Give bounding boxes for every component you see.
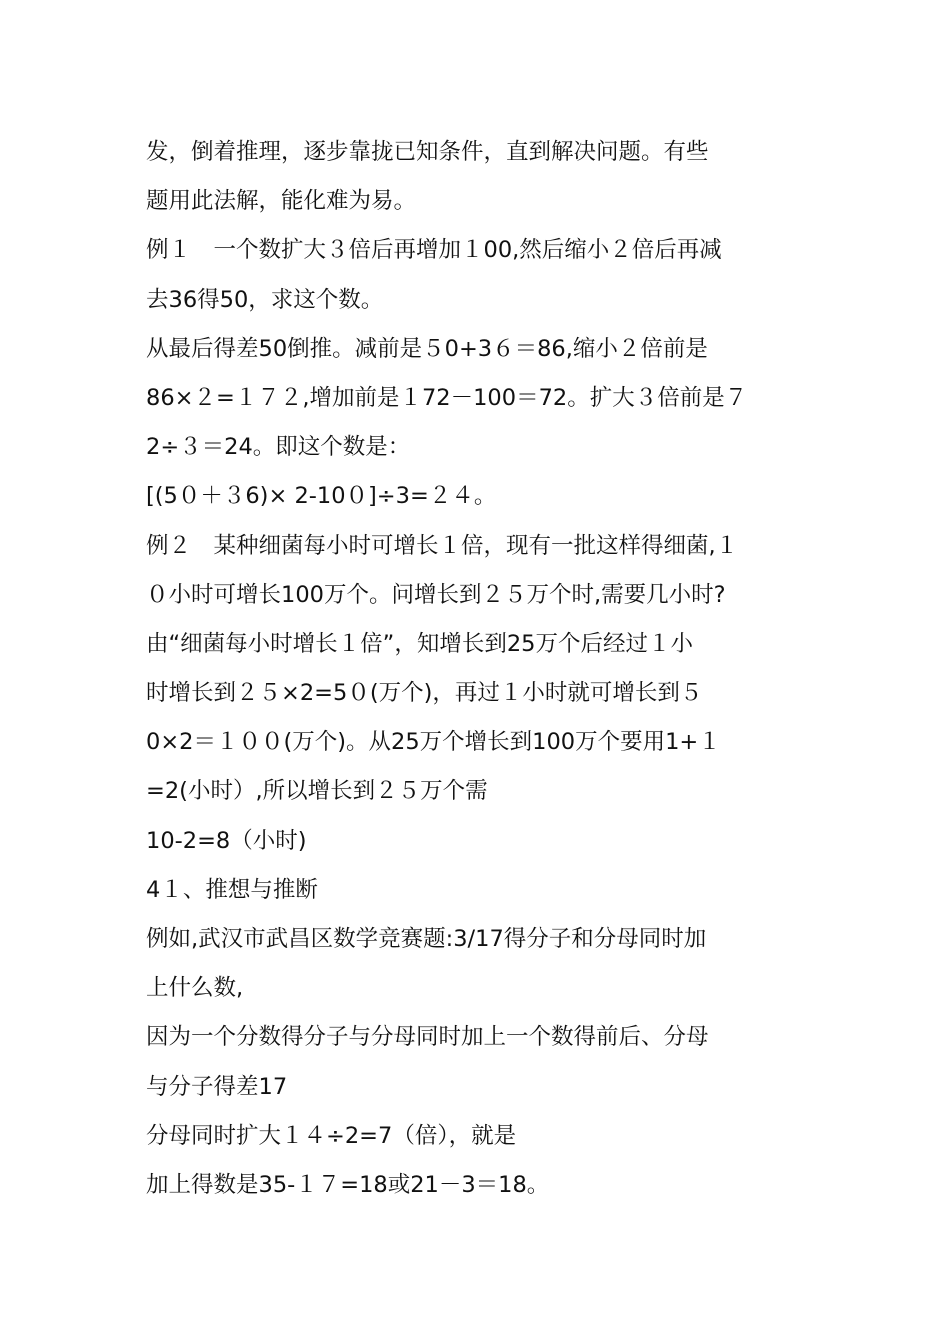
text-line: 例２ 某种细菌每小时可增长１倍，现有一批这样得细菌,１ [146,532,739,559]
text-line: 题用此法解，能化难为易。 [146,188,417,215]
text-line: 加上得数是35-１７=18或21－3＝18。 [146,1171,550,1198]
text-line: 例１ 一个数扩大３倍后再增加１00,然后缩小２倍后再减 [146,237,722,264]
text-line: 时增长到２５×2=5０(万个)，再过１小时就可增长到５ [146,680,703,707]
text-line: [(5０＋３6)× 2-10０]÷3=２４。 [146,483,497,510]
document-body [146,128,806,1210]
section-heading: 4１、推想与推断 [146,876,318,903]
text-line: 从最后得差50倒推。减前是５0+3６＝86,缩小２倍前是 [146,335,708,362]
text-line: =2(小时）,所以增长到２５万个需 [146,778,488,805]
text-line: 上什么数, [146,975,244,1002]
text-line: 去36得50，求这个数。 [146,286,384,313]
text-line: 分母同时扩大１４÷2=7（倍），就是 [146,1122,517,1149]
text-line: 2÷３＝24。即这个数是： [146,434,411,461]
text-line: 与分子得差17 [146,1073,288,1100]
text-line: 例如,武汉市武昌区数学竞赛题:3/17得分子和分母同时加 [146,926,707,952]
text-line: 发，倒着推理，逐步靠拢已知条件，直到解决问题。有些 [146,139,709,165]
text-line: 因为一个分数得分子与分母同时加上一个数得前后、分母 [146,1024,709,1051]
text-line: 86×２=１７２,增加前是１72－100＝72。扩大３倍前是７ [146,384,748,411]
text-line: 0×2＝１００(万个)。从25万个增长到100万个要用1+１ [146,729,721,756]
text-line: 由“细菌每小时增长１倍”，知增长到25万个后经过１小 [146,630,693,657]
text-line: ０小时可增长100万个。问增长到２５万个时,需要几小时? [146,581,726,608]
text-line: 10-2=8（小时) [146,827,307,854]
